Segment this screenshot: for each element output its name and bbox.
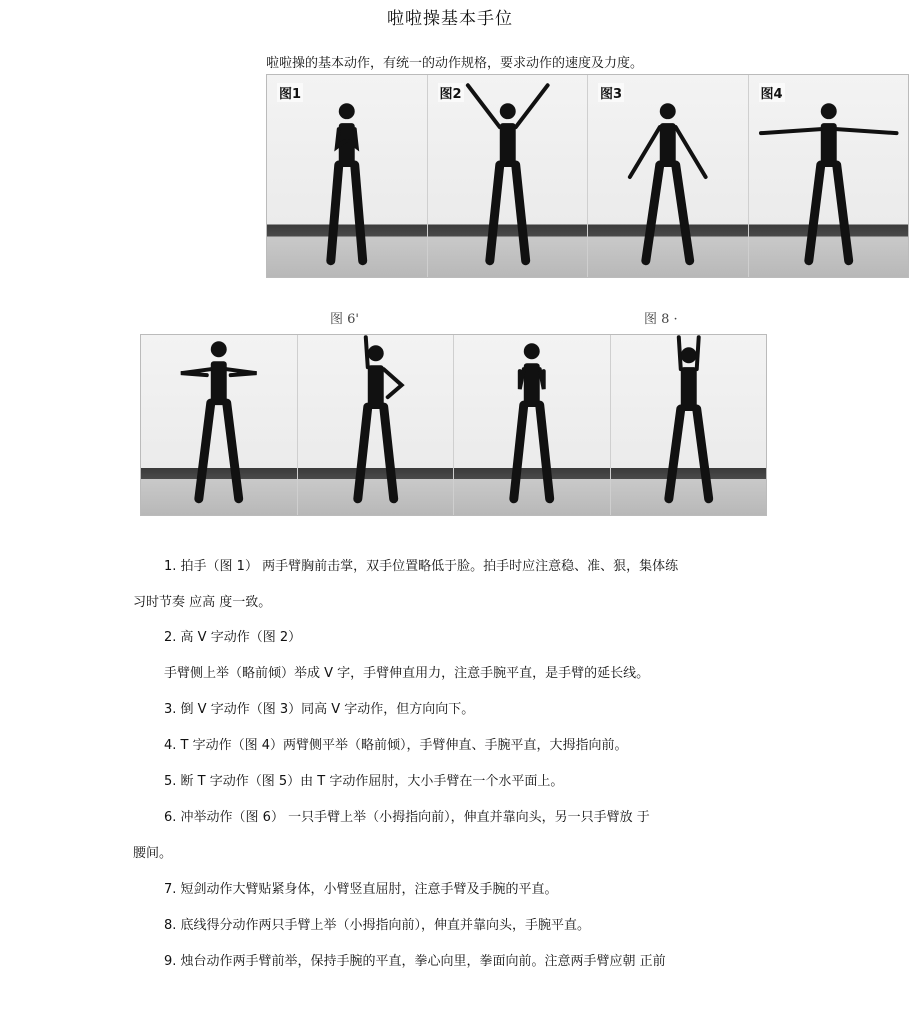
paragraph: 9. 烛台动作两手臂前举，保持手腕的平直，拳心向里，拳面向前。注意两手臂应朝 正前 xyxy=(164,954,666,969)
figure-punch-up xyxy=(298,335,454,515)
figure-low-v xyxy=(588,75,748,277)
figure-high-v xyxy=(428,75,588,277)
paragraph: 7. 短剑动作大臂贴紧身体，小臂竖直屈肘，注意手臂及手腕的平直。 xyxy=(164,882,558,897)
paragraph: 手臂侧上举（略前倾）举成 V 字，手臂伸直用力，注意手腕平直，是手臂的延长线。 xyxy=(164,666,650,681)
paragraph: 8. 底线得分动作两只手臂上举（小拇指向前），伸直并靠向头，手腕平直。 xyxy=(164,918,591,933)
page-title: 啦啦操基本手位 xyxy=(387,9,513,29)
caption-figure-6: 图 6' xyxy=(330,312,359,327)
caption-figure-8: 图 8 · xyxy=(644,312,678,327)
photo-strip-top xyxy=(266,74,909,278)
paragraph: 5. 断 T 字动作（图 5）由 T 字动作屈肘，大小手臂在一个水平面上。 xyxy=(164,774,564,789)
photo-punch-up xyxy=(298,335,455,515)
intro-text: 啦啦操的基本动作，有统一的动作规格，要求动作的速度及力度。 xyxy=(266,56,644,71)
figure-label: 图1 xyxy=(277,83,303,102)
figure-broken-t xyxy=(141,335,297,515)
figure-clap xyxy=(267,75,427,277)
figure-label: 图3 xyxy=(598,83,624,102)
photo-dagger xyxy=(454,335,611,515)
figure-t xyxy=(749,75,909,277)
paragraph: 6. 冲举动作（图 6） 一只手臂上举（小拇指向前），伸直并靠向头，另一只手臂放 于 xyxy=(164,810,650,825)
figure-dagger xyxy=(454,335,610,515)
figure-label: 图4 xyxy=(759,83,785,102)
paragraph: 2. 高 V 字动作（图 2） xyxy=(164,630,302,645)
photo-touchdown xyxy=(611,335,767,515)
figure-label: 图2 xyxy=(438,83,464,102)
paragraph: 腰间。 xyxy=(133,846,173,861)
paragraph: 习时节奏 应高 度一致。 xyxy=(133,595,272,610)
photo-broken-t xyxy=(141,335,298,515)
paragraph: 3. 倒 V 字动作（图 3）同高 V 字动作，但方向向下。 xyxy=(164,702,475,717)
paragraph: 4. T 字动作（图 4）两臂侧平举（略前倾），手臂伸直、手腕平直，大拇指向前。 xyxy=(164,738,628,753)
paragraph: 1. 拍手（图 1） 两手臂胸前击掌，双手位置略低于脸。拍手时应注意稳、准、狠，集体练 xyxy=(164,559,679,574)
figure-touchdown xyxy=(611,335,767,515)
photo-strip-bottom xyxy=(140,334,767,516)
photo-clap xyxy=(267,75,428,277)
photo-low-v xyxy=(588,75,749,277)
photo-t xyxy=(749,75,909,277)
photo-high-v xyxy=(428,75,589,277)
